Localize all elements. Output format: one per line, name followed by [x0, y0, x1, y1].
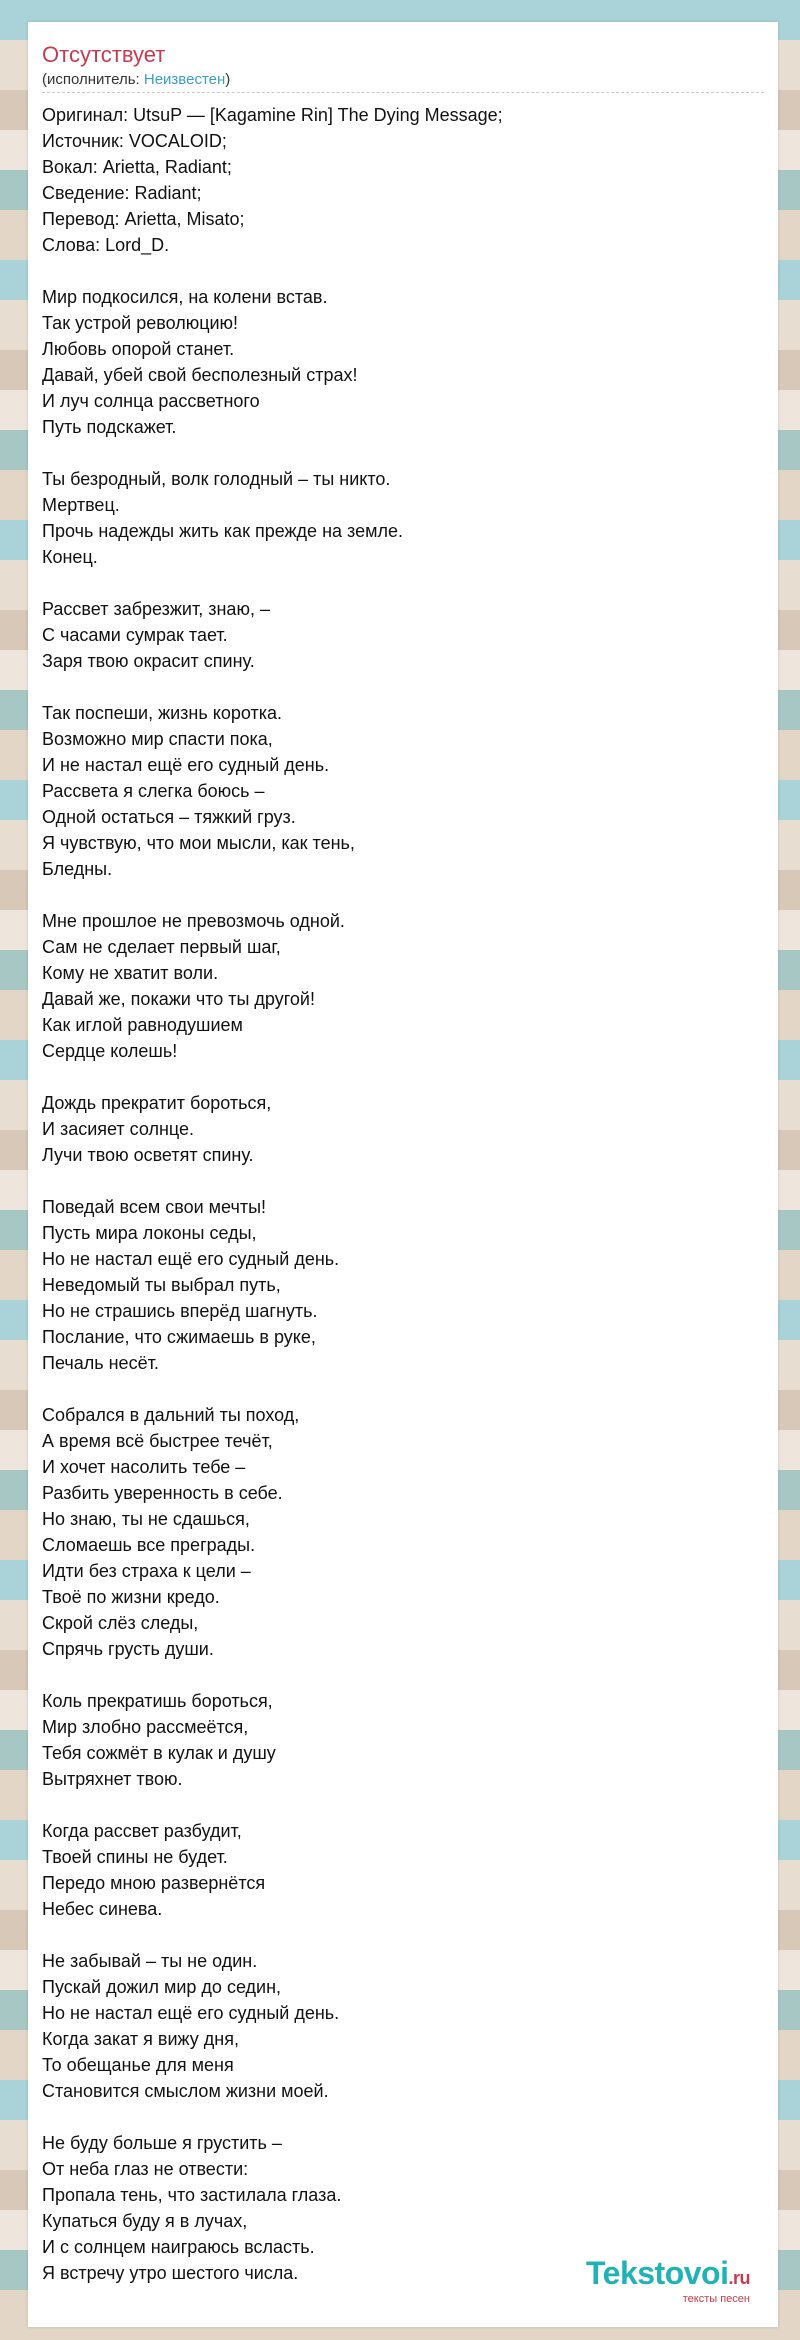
lyric-line: Бледны. [42, 859, 113, 879]
lyrics-body [42, 102, 764, 2312]
lyric-line: Сломаешь все преграды. [42, 1535, 256, 1555]
stanza [42, 284, 764, 440]
lyric-line: Любовь опорой станет. [42, 339, 235, 359]
lyric-line: Но не страшись вперёд шагнуть. [42, 1301, 318, 1321]
lyric-line: Неведомый ты выбрал путь, [42, 1275, 281, 1295]
stanza [42, 908, 764, 1064]
logo-tagline: тексты песен [682, 2293, 750, 2305]
lyric-line: Давай же, покажи что ты другой! [42, 989, 315, 1009]
lyric-line: Рассвет забрезжит, знаю, – [42, 599, 270, 619]
lyric-line: Пусть мира локоны седы, [42, 1223, 257, 1243]
lyric-line: Но знаю, ты не сдашься, [42, 1509, 250, 1529]
lyric-line: Становится смыслом жизни моей. [42, 2081, 329, 2101]
lyric-line: Тебя сожмёт в кулак и душу [42, 1743, 276, 1763]
lyric-line: Разбить уверенность в себе. [42, 1483, 283, 1503]
lyric-line: Лучи твою осветят спину. [42, 1145, 254, 1165]
lyric-line: Спрячь грусть души. [42, 1639, 214, 1659]
lyric-line: Не буду больше я грустить – [42, 2133, 282, 2153]
lyrics-card [28, 22, 778, 2327]
lyric-line: Пускай дожил мир до седин, [42, 1977, 282, 1997]
lyric-line: Дождь прекратит бороться, [42, 1093, 272, 1113]
lyric-line: Я встречу утро шестого числа. [42, 2263, 299, 2283]
site-logo[interactable] [586, 2256, 750, 2305]
lyric-line: Но не настал ещё его судный день. [42, 2003, 340, 2023]
lyric-line: И хочет насолить тебе – [42, 1457, 246, 1477]
lyric-line: Небес синева. [42, 1899, 163, 1919]
credit-line: Источник: VOCALOID; [42, 131, 227, 151]
stanza [42, 466, 764, 570]
lyric-line: Ты безродный, волк голодный – ты никто. [42, 469, 391, 489]
stanza [42, 1194, 764, 1376]
lyric-line: Кому не хватит воли. [42, 963, 219, 983]
logo-name: Tekstovoi [585, 2255, 729, 2291]
stanza [42, 1948, 764, 2104]
lyric-line: Купаться буду я в лучах, [42, 2211, 248, 2231]
credit-line: Перевод: Arietta, Misato; [42, 209, 245, 229]
stanza [42, 700, 764, 882]
lyric-line: Пропала тень, что застилала глаза. [42, 2185, 342, 2205]
lyric-line: То обещанье для меня [42, 2055, 234, 2075]
lyric-line: А время всё быстрее течёт, [42, 1431, 273, 1451]
lyric-line: Твоей спины не будет. [42, 1847, 228, 1867]
lyric-line: От неба глаз не отвести: [42, 2159, 249, 2179]
lyric-line: Мир подкосился, на колени встав. [42, 287, 328, 307]
credit-line: Оригинал: UtsuP — [Kagamine Rin] The Dying Message; [42, 105, 503, 125]
lyric-line: Сам не сделает первый шаг, [42, 937, 281, 957]
credit-line: Вокал: Arietta, Radiant; [42, 157, 232, 177]
lyric-line: Возможно мир спасти пока, [42, 729, 273, 749]
lyric-line: Но не настал ещё его судный день. [42, 1249, 340, 1269]
lyric-line: Вытряхнет твою. [42, 1769, 183, 1789]
lyric-line: И с солнцем наиграюсь всласть. [42, 2237, 315, 2257]
lyric-line: Так поспеши, жизнь коротка. [42, 703, 282, 723]
lyric-line: С часами сумрак тает. [42, 625, 228, 645]
lyric-line: Скрой слёз следы, [42, 1613, 199, 1633]
lyric-line: Рассвета я слегка боюсь – [42, 781, 265, 801]
lyric-line: Идти без страха к цели – [42, 1561, 251, 1581]
credit-line: Слова: Lord_D. [42, 235, 170, 255]
lyric-line: Одной остаться – тяжкий груз. [42, 807, 296, 827]
header-divider [42, 92, 764, 93]
lyric-line: Собрался в дальний ты поход, [42, 1405, 300, 1425]
performer-prefix: (исполнитель: [42, 71, 144, 88]
stanza [42, 1090, 764, 1168]
logo-wordmark [586, 2256, 750, 2295]
lyric-line: Сердце колешь! [42, 1041, 178, 1061]
stanza [42, 1818, 764, 1922]
stanza [42, 596, 764, 674]
performer-suffix: ) [225, 71, 231, 88]
lyric-line: Печаль несёт. [42, 1353, 159, 1373]
lyric-line: Так устрой революцию! [42, 313, 239, 333]
lyric-line: Конец. [42, 547, 98, 567]
lyric-line: Не забывай – ты не один. [42, 1951, 258, 1971]
lyric-line: Коль прекратишь бороться, [42, 1691, 273, 1711]
lyric-line: Прочь надежды жить как прежде на земле. [42, 521, 403, 541]
lyric-line: Мертвец. [42, 495, 120, 515]
performer-link[interactable]: Неизвестен [143, 71, 226, 88]
lyric-line: Мне прошлое не превозмочь одной. [42, 911, 345, 931]
lyric-line: Мир злобно рассмеётся, [42, 1717, 249, 1737]
lyric-line: И луч солнца рассветного [42, 391, 260, 411]
lyric-line: Когда закат я вижу дня, [42, 2029, 239, 2049]
lyric-line: Поведай всем свои мечты! [42, 1197, 267, 1217]
lyric-line: Когда рассвет разбудит, [42, 1821, 242, 1841]
lyric-line: Я чувствую, что мои мысли, как тень, [42, 833, 355, 853]
stanza [42, 1688, 764, 1792]
credits-block [42, 102, 764, 258]
lyric-line: Твоё по жизни кредо. [42, 1587, 220, 1607]
lyric-line: И засияет солнце. [42, 1119, 195, 1139]
performer-line [42, 71, 230, 89]
lyric-line: Давай, убей свой бесполезный страх! [42, 365, 358, 385]
lyric-line: Послание, что сжимаешь в руке, [42, 1327, 316, 1347]
lyric-line: Передо мною развернётся [42, 1873, 266, 1893]
stanza [42, 1402, 764, 1662]
song-title: Отсутствует [42, 42, 166, 67]
credit-line: Сведение: Radiant; [42, 183, 202, 203]
lyric-line: Заря твою окрасит спину. [42, 651, 255, 671]
lyric-line: Путь подскажет. [42, 417, 177, 437]
lyric-line: И не настал ещё его судный день. [42, 755, 330, 775]
lyric-line: Как иглой равнодушием [42, 1015, 243, 1035]
logo-tld: .ru [728, 2268, 750, 2288]
